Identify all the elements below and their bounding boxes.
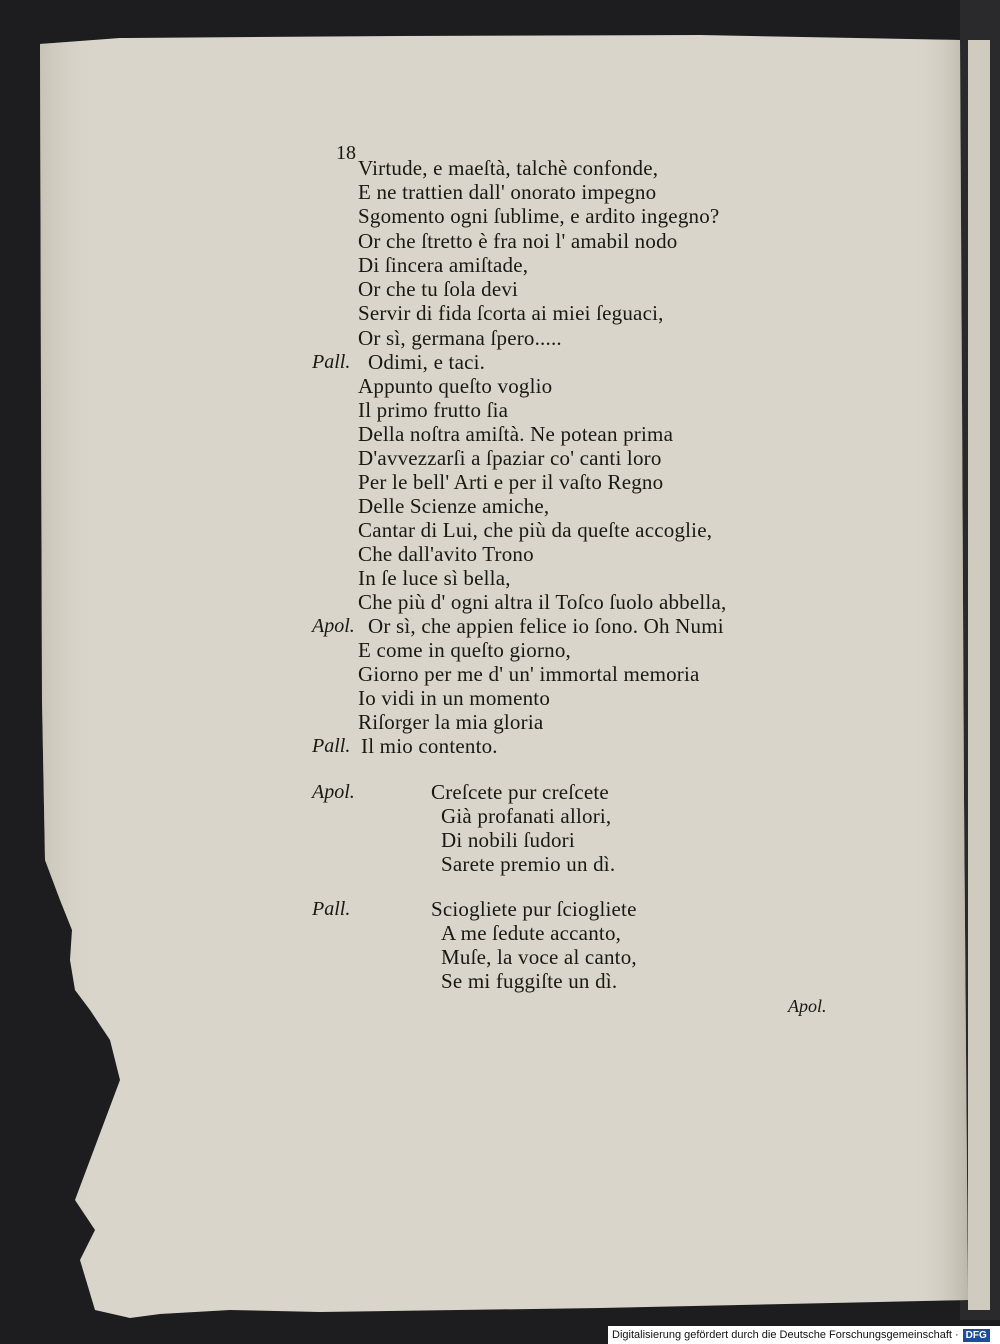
verse-line: Or sì, germana ſpero.....	[358, 326, 562, 350]
verse-line: Or che tu ſola devi	[358, 277, 519, 301]
page-number: 18	[336, 142, 356, 164]
verse-line: In ſe luce sì bella,	[358, 566, 511, 590]
verse-line: Cantar di Lui, che più da queſte accoglie,	[358, 518, 713, 542]
verse-line: Appunto queſto voglio	[358, 374, 553, 398]
verse-line: Or che ſtretto è fra noi l' amabil nodo	[358, 229, 678, 253]
verse-line: Servir di fida ſcorta ai miei ſeguaci,	[358, 301, 664, 325]
aria-line: Creſcete pur creſcete	[431, 780, 609, 804]
verse-line: Che più d' ogni altra il Toſco ſuolo abbella,	[358, 590, 727, 614]
verse-line: D'avvezzarſi a ſpaziar co' canti loro	[358, 446, 662, 470]
verse-line: E ne trattien dall' onorato impegno	[358, 180, 657, 204]
verse-line: Che dall'avito Trono	[358, 542, 534, 566]
speaker-label: Pall.	[312, 351, 351, 373]
aria-line: Sciogliete pur ſciogliete	[431, 897, 637, 921]
verse-line: Il mio contento.	[361, 734, 498, 758]
verse-line: Giorno per me d' un' immortal memoria	[358, 662, 700, 686]
speaker-label: Apol.	[312, 615, 355, 637]
verse-line: Io vidi in un momento	[358, 686, 551, 710]
aria-line: Sarete premio un dì.	[441, 852, 616, 876]
verse-line: Odimi, e taci.	[368, 350, 486, 374]
verse-line: Per le bell' Arti e per il vaſto Regno	[358, 470, 664, 494]
verse-line: Sgomento ogni ſublime, e ardito ingegno?	[358, 204, 720, 228]
aria-line: Muſe, la voce al canto,	[441, 945, 637, 969]
verse-line: Della noſtra amiſtà. Ne potean prima	[358, 422, 674, 446]
aria-line: Già profanati allori,	[441, 804, 612, 828]
credit-separator: ·	[954, 1329, 959, 1341]
catchword: Apol.	[788, 996, 827, 1016]
speaker-label: Pall.	[312, 735, 351, 757]
aria-speaker-label: Pall.	[312, 898, 351, 920]
verse-line: Virtude, e maeſtà, talchè confonde,	[358, 156, 659, 180]
aria-line: Se mi fuggiſte un dì.	[441, 969, 618, 993]
digitization-credit	[608, 1326, 1000, 1344]
verse-line: E come in queſto giorno,	[358, 638, 572, 662]
aria-line: Di nobili ſudori	[441, 828, 575, 852]
credit-text: Digitalisierung gefördert durch die Deutsche Forschungsgemeinschaft	[612, 1329, 952, 1341]
verse-line: Delle Scienze amiche,	[358, 494, 550, 518]
verse-line: Di ſincera amiſtade,	[358, 253, 529, 277]
verse-line: Or sì, che appien felice io ſono. Oh Numi	[368, 614, 724, 638]
aria-line: A me ſedute accanto,	[441, 921, 622, 945]
verse-line: Riſorger la mia gloria	[358, 710, 544, 734]
aria-speaker-label: Apol.	[312, 781, 355, 803]
verse-line: Il primo frutto ſia	[358, 398, 509, 422]
dfg-logo-icon: DFG	[963, 1329, 990, 1342]
